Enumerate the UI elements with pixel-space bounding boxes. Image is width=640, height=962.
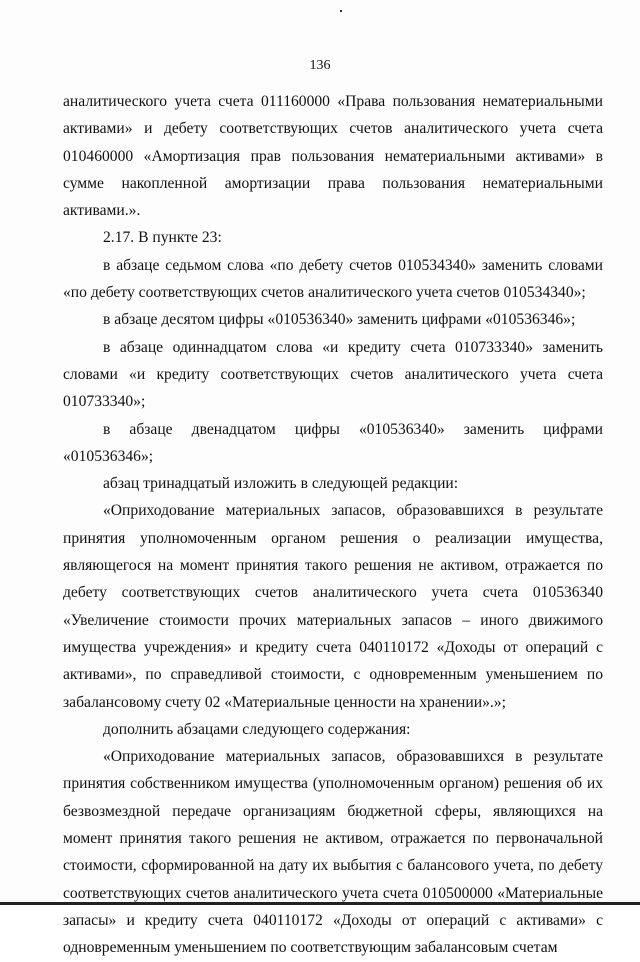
paragraph-section-heading: 2.17. В пункте 23: (103, 229, 222, 247)
paragraph-amendment: в абзаце одиннадцатом слова «и кредиту счета 010733340» заменить словами «и кредиту соответствующих счетов аналитического учета счета 010733340»; (63, 338, 603, 411)
paragraph-quoted-text: «Оприходование материальных запасов, образовавшихся в результате принятия уполномоченным органом решения о реализации имущества, являющегося на момент принятия такого решения не активом, отражается по дебету соответствующих счетов аналитического учета счета 010536340 «Увеличение стоимости прочих материальных запасов – иного движимого имущества учреждения» и кредиту счета 040110172 «Доходы от операций с активами», по справедливой стоимости, с одновременным уменьшением по забалансовому счету 02 «Материальные ценности на хранении».»; (63, 502, 603, 711)
paragraph-continuation: аналитического учета счета 011160000 «Права пользования нематериальными активами» и дебету соответствующих счетов аналитического учета счета 010460000 «Амортизация прав пользования нематериальными активами» в сумме накопленной амортизации права пользования нематериальными активами.». (63, 93, 603, 220)
scan-speck (340, 10, 342, 12)
paragraph-amendment: абзац тринадцатый изложить в следующей редакции: (103, 475, 459, 493)
document-body (63, 88, 603, 962)
paragraph-amendment: в абзаце двенадцатом цифры «010536340» заменить цифрами «010536346»; (63, 420, 603, 465)
paragraph-amendment: в абзаце седьмом слова «по дебету счетов 010534340» заменить словами «по дебету соответствующих счетов аналитического учета счетов 010534340»; (63, 256, 603, 302)
paragraph-amendment: в абзаце десятом цифры «010536340» заменить цифрами «010536346»; (103, 311, 576, 329)
scan-bottom-edge (0, 902, 640, 905)
paragraph-quoted-text: «Оприходование материальных запасов, образовавшихся в результате принятия собственником имущества (уполномоченным органом) решения об их безвозмездной передаче организациям бюджетной сферы, являющихся на момент принятия такого решения не активом, отражается по первоначальной стоимости, сформированной на дату их выбытия с балансового учета, по дебету соответствующих счетов аналитического учета счета 010500000 «Материальные запасы» и кредиту счета 040110172 «Доходы от операций с активами» с одновременным уменьшением по соответствующим забалансовым счетам (63, 748, 603, 957)
page-number: 136 (309, 58, 331, 73)
paragraph-amendment: дополнить абзацами следующего содержания: (103, 720, 411, 738)
